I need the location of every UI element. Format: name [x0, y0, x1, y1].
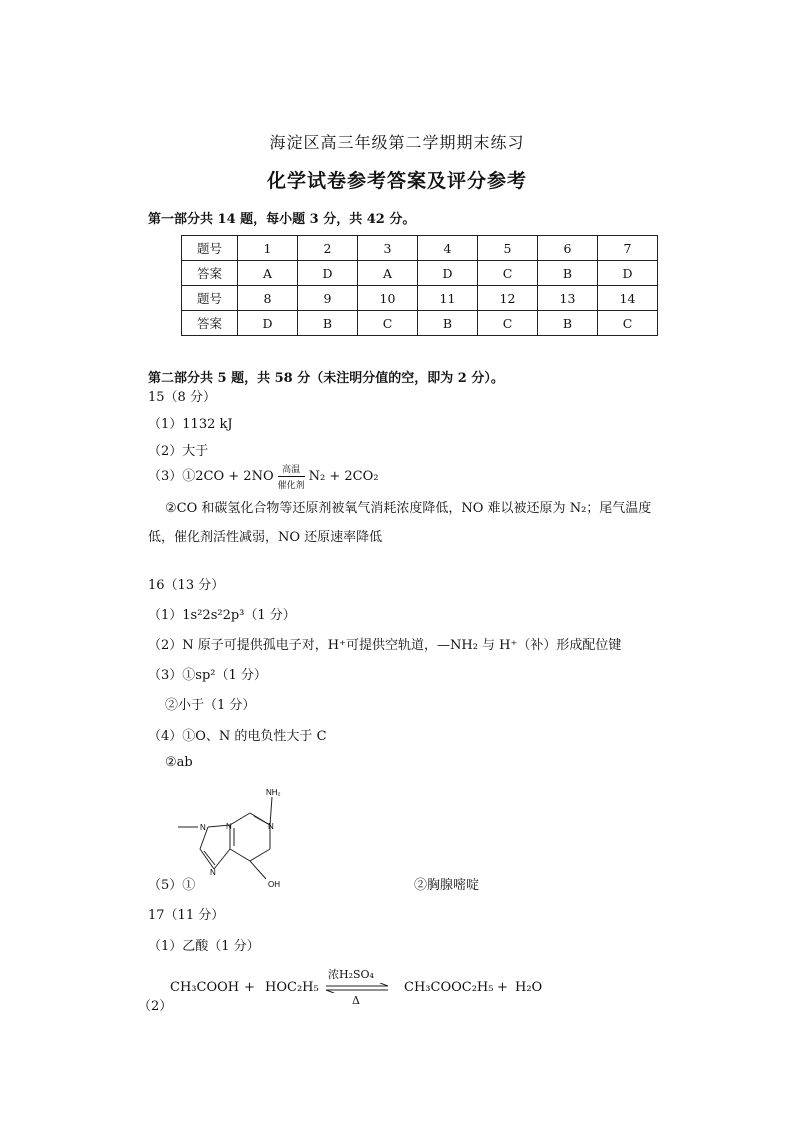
- q16-answer-4-2: ②ab: [165, 755, 193, 770]
- table-row-header: 答案: [182, 311, 238, 336]
- structure-label-n3: N: [200, 823, 206, 832]
- table-row: [182, 286, 658, 311]
- table-cell: C: [598, 311, 658, 336]
- q16-answer-4-1: （4）①O、N 的电负性大于 C: [148, 729, 327, 744]
- q15-answer-3-part2-line2: 低，催化剂活性减弱，NO 还原速率降低: [148, 530, 383, 545]
- q17-plus-2: +: [497, 980, 508, 995]
- q16-answer-1: （1）1s²2s²2p³（1 分）: [148, 608, 296, 623]
- q15-answer-1: （1）1132 kJ: [148, 417, 233, 432]
- table-cell: D: [238, 311, 298, 336]
- table-cell: C: [478, 261, 538, 286]
- q17-condition-top: 浓H₂SO₄: [328, 968, 374, 981]
- q17-answer-1: （1）乙酸（1 分）: [148, 939, 260, 954]
- q16-answer-3-1: （3）①sp²（1 分）: [148, 668, 267, 683]
- q16-heading: 16（13 分）: [148, 578, 225, 593]
- table-cell: 7: [598, 236, 658, 261]
- table-cell: D: [598, 261, 658, 286]
- structure-label-n2: N: [268, 822, 274, 831]
- table-row: [182, 236, 658, 261]
- q17-condition-bottom: Δ: [352, 994, 360, 1007]
- structure-label-n4: N: [210, 868, 216, 877]
- document-title: 海淀区高三年级第二学期期末练习: [269, 133, 525, 152]
- table-cell: 5: [478, 236, 538, 261]
- table-cell: D: [298, 261, 358, 286]
- table-row-header: 题号: [182, 286, 238, 311]
- structure-label-nh2: NH₂: [266, 788, 281, 797]
- reversible-arrow-icon: [324, 983, 390, 993]
- table-row: [182, 261, 658, 286]
- q17-reactant-2: HOC₂H₅: [265, 980, 319, 995]
- table-cell: 13: [538, 286, 598, 311]
- q15-cond-bottom: 催化剂: [277, 481, 305, 491]
- table-row-header: 题号: [182, 236, 238, 261]
- table-cell: 12: [478, 286, 538, 311]
- table-cell: D: [418, 261, 478, 286]
- q17-plus-1: +: [244, 980, 255, 995]
- table-cell: 4: [418, 236, 478, 261]
- table-row-header: 答案: [182, 261, 238, 286]
- q17-product-1: CH₃COOC₂H₅: [404, 980, 494, 995]
- q15-answer-3-part2-line1: ②CO 和碳氢化合物等还原剂被氧气消耗浓度降低，NO 难以被还原为 N₂；尾气温度: [165, 501, 652, 516]
- q15-eq-condition: [278, 462, 305, 491]
- structure-label-oh: OH: [268, 880, 280, 889]
- q17-answer-2-label: （2）: [138, 999, 173, 1014]
- q16-answer-5-2: ②胸腺嘧啶: [414, 878, 480, 893]
- table-cell: 8: [238, 286, 298, 311]
- q17-reactant-1: CH₃COOH: [170, 980, 240, 995]
- table-cell: B: [418, 311, 478, 336]
- document-subtitle: 化学试卷参考答案及评分参考: [266, 170, 527, 192]
- q17-product-2: H₂O: [515, 980, 543, 995]
- q16-answer-3-2: ②小于（1 分）: [165, 698, 256, 713]
- answer-table: [181, 235, 658, 336]
- table-cell: 9: [298, 286, 358, 311]
- q15-heading: 15（8 分）: [148, 390, 216, 405]
- table-cell: B: [538, 311, 598, 336]
- table-cell: 14: [598, 286, 658, 311]
- q15-answer-3-equation: [148, 462, 378, 491]
- table-cell: B: [538, 261, 598, 286]
- table-cell: 1: [238, 236, 298, 261]
- q15-eq-left: （3）①2CO + 2NO: [148, 469, 274, 484]
- table-cell: 10: [358, 286, 418, 311]
- table-cell: 3: [358, 236, 418, 261]
- part2-intro: 第二部分共 5 题，共 58 分（未注明分值的空，即为 2 分）。: [148, 371, 504, 386]
- q16-answer-2: （2）N 原子可提供孤电子对，H⁺可提供空轨道，—NH₂ 与 H⁺（补）形成配位键: [148, 638, 622, 653]
- q15-answer-2: （2）大于: [148, 444, 209, 459]
- structure-bonds: [178, 797, 272, 879]
- part1-intro: 第一部分共 14 题，每小题 3 分，共 42 分。: [148, 212, 416, 227]
- table-cell: A: [358, 261, 418, 286]
- table-row: [182, 311, 658, 336]
- q16-answer-5-1: （5）①: [148, 878, 196, 893]
- table-cell: B: [298, 311, 358, 336]
- structure-label-n1: N: [226, 822, 232, 831]
- table-cell: 6: [538, 236, 598, 261]
- table-cell: 11: [418, 286, 478, 311]
- table-cell: 2: [298, 236, 358, 261]
- table-cell: C: [478, 311, 538, 336]
- q15-cond-top: 高温: [278, 462, 305, 477]
- table-cell: A: [238, 261, 298, 286]
- q15-eq-right: N₂ + 2CO₂: [308, 469, 379, 484]
- table-cell: C: [358, 311, 418, 336]
- q17-heading: 17（11 分）: [148, 908, 225, 923]
